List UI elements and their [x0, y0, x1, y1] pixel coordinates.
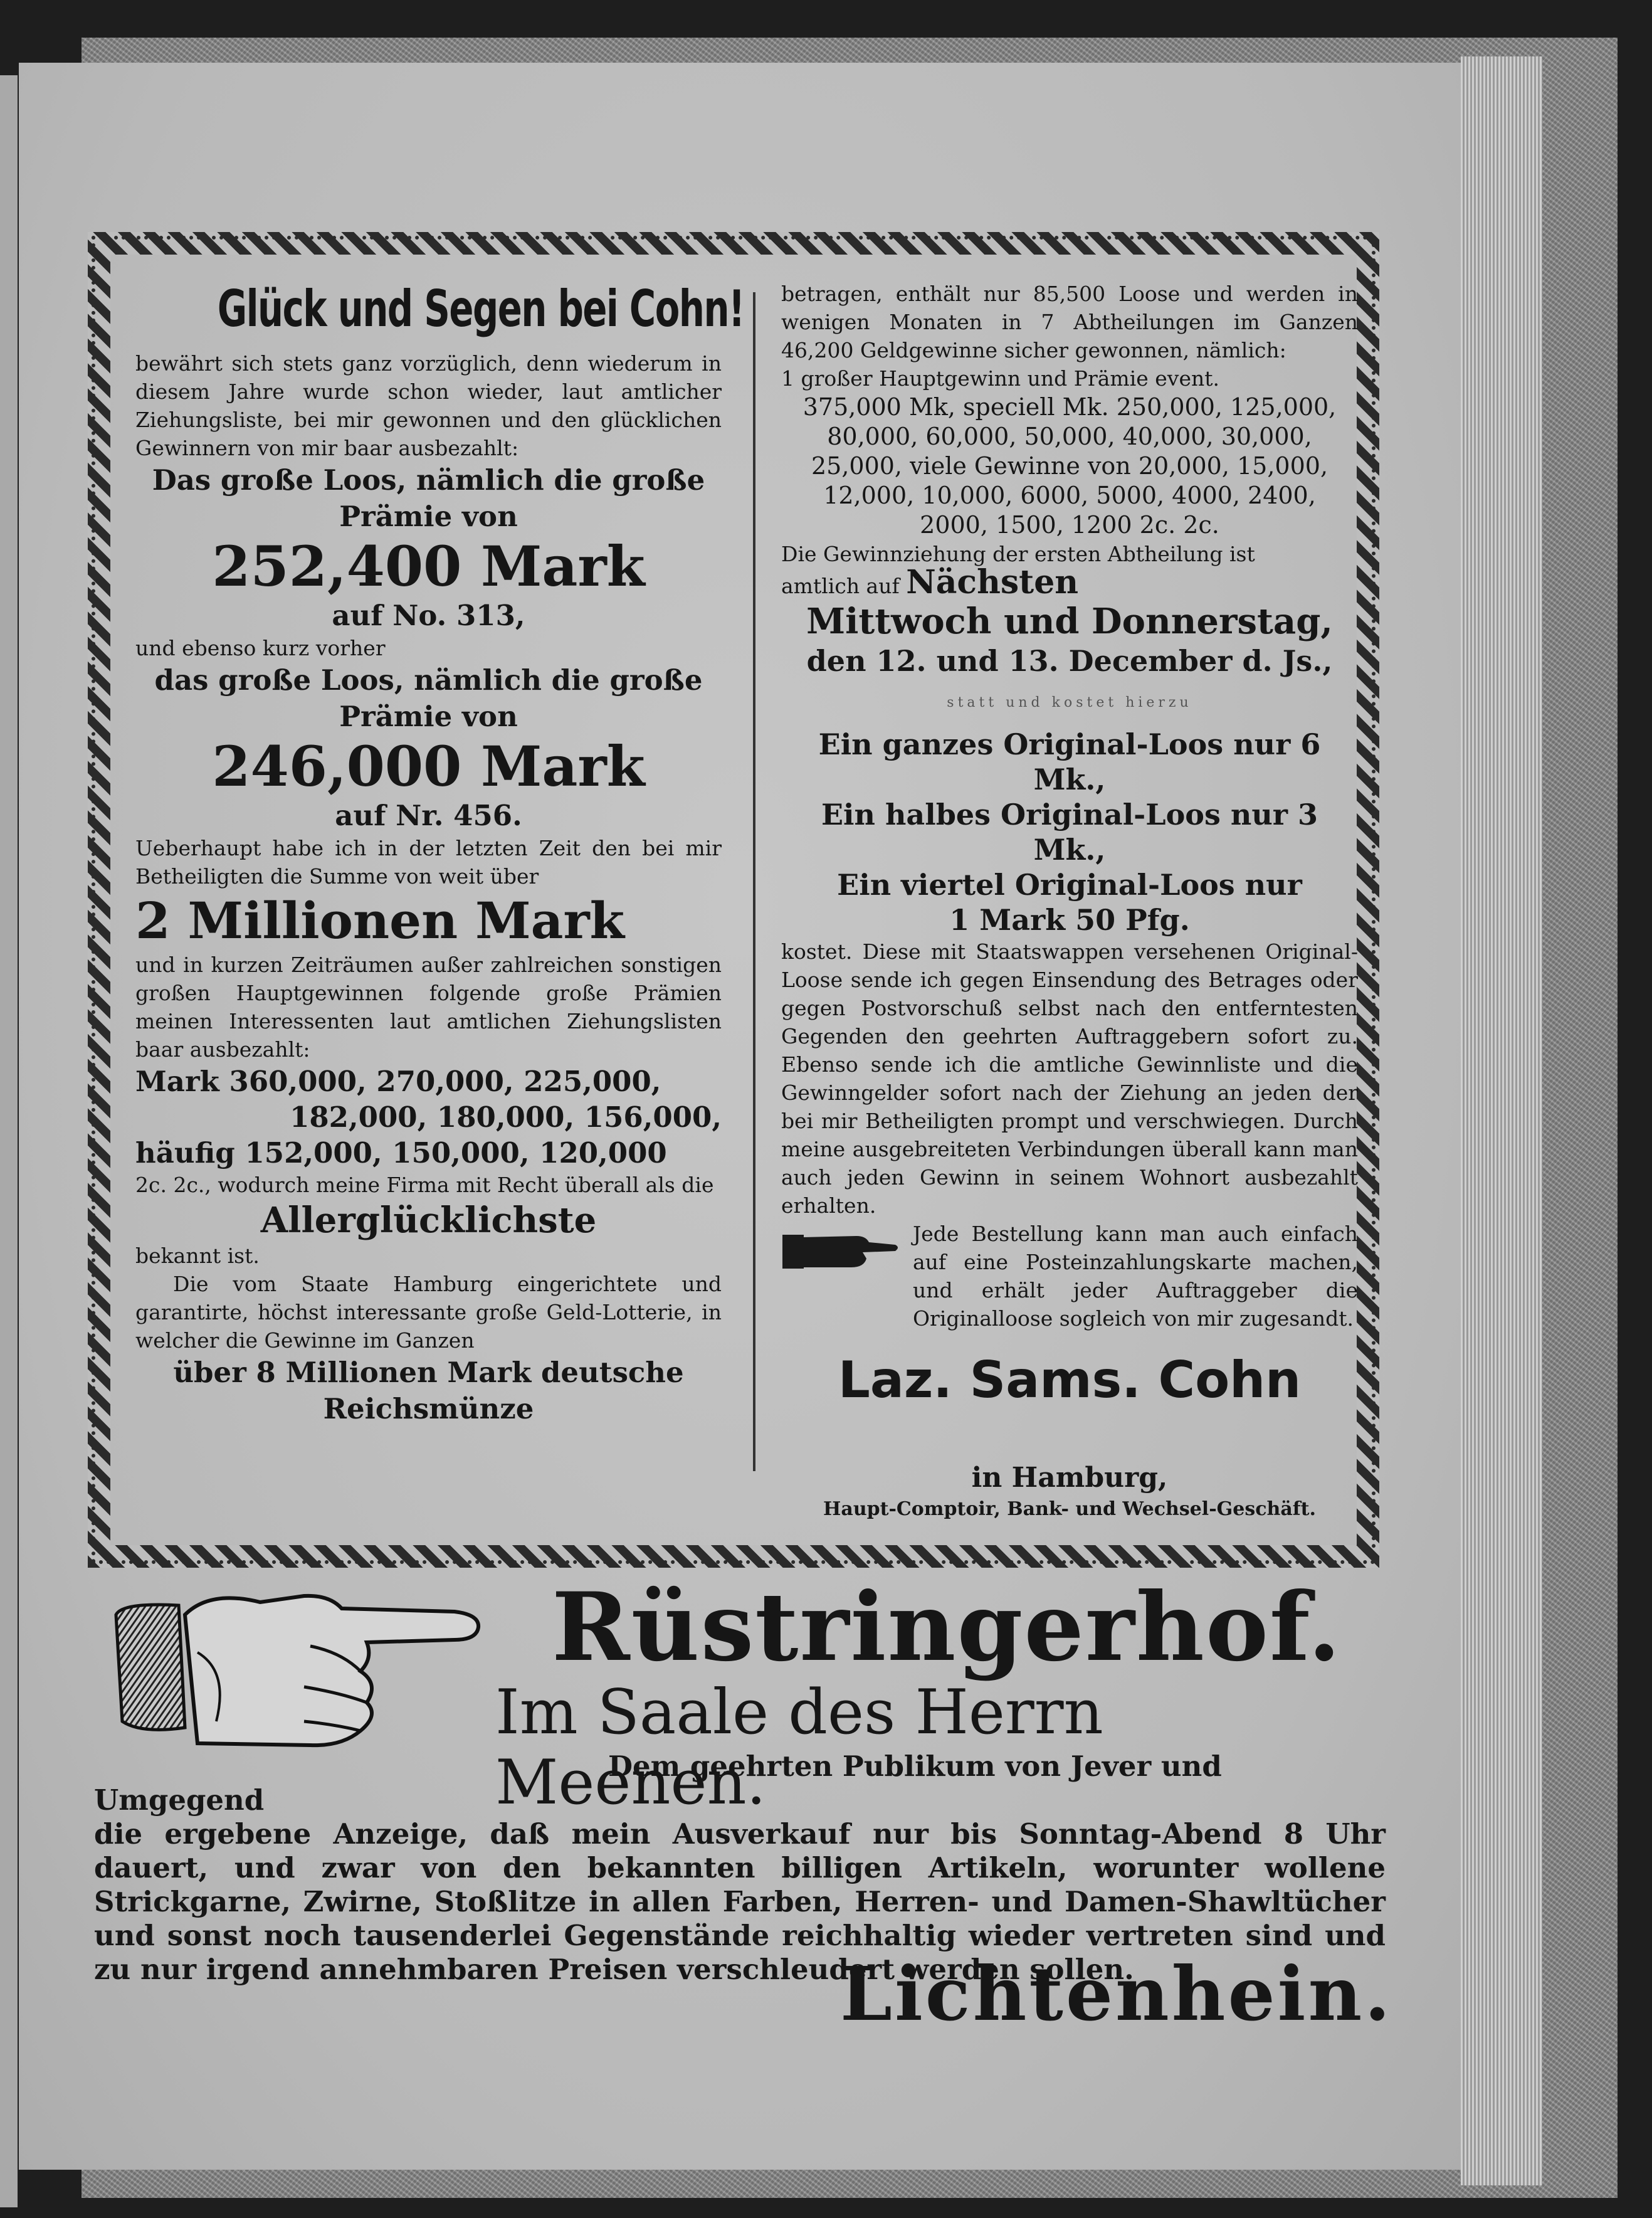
pointing-hand-icon: [781, 1223, 900, 1280]
mittwoch-heading: Mittwoch und Donnerstag,: [806, 601, 1333, 642]
ad-title: Glück und Segen bei Cohn!: [217, 280, 744, 338]
ebenso-text: und ebenso kurz vorher: [135, 636, 386, 660]
ausverkauf-body: die ergebene Anzeige, daß mein Ausverkauf nur bis Sonntag-Abend 8 Uhr dauert, und zwar von den bekannten billigen Artikeln, worunter wollene Strickgarne, Zwirne, Stoßlitze in allen Farben, Herren- und Damen-Shawltücher und sonst noch tausenderlei Gegenstände reichhaltig wieder vertreten sind und zu nur irgend annehmbaren Preisen verschleudert werden sollen.: [94, 1817, 1386, 1986]
wodurch-text: 2c. 2c., wodurch meine Firma mit Recht überall als die: [135, 1173, 714, 1197]
amtlich-line: [781, 563, 1358, 601]
ad-left-column: [135, 280, 744, 1508]
loos2-line1: das große Loos, nämlich die große: [154, 663, 703, 697]
bestellung-text: Jede Bestellung kann man auch einfach auf eine Posteinzahlungskarte machen, und erhält jeder Auftraggeber die Originalloose sogleich von mir zugesandt.: [913, 1222, 1358, 1331]
amtlich-prefix: amtlich auf: [781, 574, 900, 598]
loos-preis: 1 Mark 50 Pfg.: [949, 903, 1190, 937]
prize-numbers-3: häufig 152,000, 150,000, 120,000: [135, 1136, 667, 1170]
gewinne-row-2: 80,000, 60,000, 50,000, 40,000, 30,000,: [827, 423, 1312, 450]
loos-halb: Ein halbes Original-Loos nur 3 Mk.,: [821, 798, 1318, 867]
ad-right-column: [781, 280, 1358, 1520]
newspaper-page: [19, 63, 1461, 2170]
bestellung-block: [781, 1220, 1358, 1333]
faint-line: statt und kostet hierzu: [947, 695, 1192, 710]
ziehung-text: Die Gewinnziehung der ersten Abtheilung ist: [781, 542, 1255, 566]
signature-lichtenhein: Lichtenhein.: [840, 1950, 1393, 2037]
ueber8-text: über 8 Millionen Mark deutsche: [173, 1356, 684, 1389]
naechsten-word: Nächsten: [906, 563, 1079, 601]
ausverkauf-first-line: Dem geehrten Publikum von Jever und Umgegend: [94, 1750, 1222, 1817]
firm-subtitle: Haupt-Comptoir, Bank- und Wechsel-Geschäft.: [823, 1498, 1316, 1520]
number1: auf No. 313,: [332, 599, 525, 632]
ueberhaupt-text: Ueberhaupt habe ich in der letzten Zeit den bei mir Betheiligten die Summe von weit über: [135, 836, 722, 889]
page-stack-edge: [1461, 56, 1542, 2185]
reichsmuenze-text: Reichsmünze: [323, 1392, 534, 1425]
firm-city: in Hamburg,: [971, 1462, 1168, 1494]
loos1-line2: Prämie von: [339, 500, 518, 533]
millions-heading: 2 Millionen Mark: [135, 891, 625, 950]
cohn-lottery-advertisement: [88, 232, 1379, 1568]
gewinne-row-1: 375,000 Mk, speciell Mk. 250,000, 125,000,: [802, 393, 1337, 421]
column-divider: [753, 292, 755, 1471]
betragen-text: betragen, enthält nur 85,500 Loose und werden in wenigen Monaten in 7 Abtheilungen im Ganzen 46,200 Geldgewinne sicher gewonnen, nämlich:: [781, 282, 1358, 362]
praemie-text: 1 großer Hauptgewinn und Prämie event.: [781, 366, 1219, 391]
adjacent-page-edge: [0, 75, 18, 2207]
bekannt-text: bekannt ist.: [135, 1244, 260, 1268]
ruestringerhof-title: Rüstringerhof.: [552, 1572, 1342, 1682]
loos-ganz: Ein ganzes Original-Loos nur 6 Mk.,: [818, 727, 1321, 796]
kostet-text: kostet. Diese mit Staatswappen versehenen Original-Loose sende ich gegen Einsendung des Betrages oder gegen Postvorschuß selbst nach den entferntesten Gegenden den geehrten Auftraggebern sofort zu. Ebenso sende ich die amtliche Gewinnliste und die Gewinngelder sofort nach der Ziehung an jeden der bei mir Betheiligten prompt und verschwiegen. Durch meine ausgebreiteten Verbindungen überall kann man auch jeden Gewinn in seinem Wohnort ausbezahlt erhalten.: [781, 939, 1358, 1218]
loos1-line1: Das große Loos, nämlich die große: [152, 463, 705, 497]
firm-name: Laz. Sams. Cohn: [838, 1351, 1302, 1409]
loos-viertel: Ein viertel Original-Loos nur: [837, 868, 1302, 902]
loos2-line2: Prämie von: [339, 700, 518, 733]
december-date: den 12. und 13. December d. Js.,: [806, 644, 1333, 678]
amount1: 252,400 Mark: [212, 534, 645, 599]
gluecklichste-heading: Allerglücklichste: [260, 1200, 597, 1241]
gewinne-row-3: 25,000, viele Gewinne von 20,000, 15,000,: [811, 452, 1328, 480]
saal-subtitle: Im Saale des Herrn Meenen.: [495, 1677, 1103, 1819]
staate-text: Die vom Staate Hamburg eingerichtete und garantirte, höchst interessante große Geld-Lotterie, in welcher die Gewinne im Ganzen: [135, 1272, 722, 1353]
prize-numbers-2: 182,000, 180,000, 156,000,: [290, 1101, 722, 1134]
prize-numbers-1: Mark 360,000, 270,000, 225,000,: [135, 1065, 661, 1098]
amount2: 246,000 Mark: [212, 734, 645, 799]
intro-text: bewährt sich stets ganz vorzüglich, denn wiederum in diesem Jahre wurde schon wieder, laut amtlicher Ziehungsliste, bei mir gewonnen und den glücklichen Gewinnern von mir baar ausbezahlt:: [135, 351, 722, 460]
number2: auf Nr. 456.: [335, 799, 522, 832]
kurzen-text: und in kurzen Zeiträumen außer zahlreichen sonstigen großen Hauptgewinnen folgende große Prämien meinen Interessenten laut amtlichen Ziehungslisten baar ausbezahlt:: [135, 953, 722, 1062]
gewinne-row-5: 2000, 1500, 1200 2c. 2c.: [920, 511, 1219, 539]
gewinne-row-4: 12,000, 10,000, 6000, 5000, 4000, 2400,: [823, 482, 1316, 509]
